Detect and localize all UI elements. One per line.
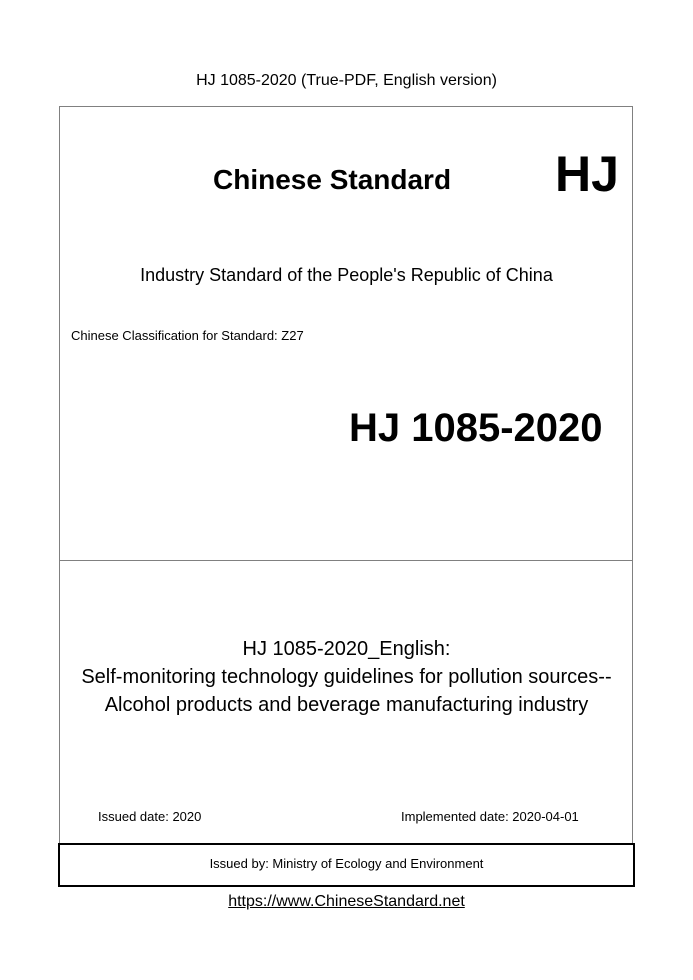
website-footer (0, 892, 693, 912)
document-type-heading: Chinese Standard (213, 164, 452, 195)
description-line-3: Alcohol products and beverage manufacturing industry (104, 694, 589, 716)
standard-description (0, 635, 693, 719)
classification-line: Chinese Classification for Standard: Z27 (71, 328, 304, 343)
issued-date: Issued date: 2020 (98, 809, 202, 824)
description-line-2: Self-monitoring technology guidelines for pollution sources-- (81, 666, 612, 688)
page-header-title: HJ 1085-2020 (True-PDF, English version) (196, 72, 497, 89)
industry-standard-line: Industry Standard of the People's Republic of China (140, 265, 553, 285)
description-line-1: HJ 1085-2020_English: (242, 638, 451, 660)
standard-prefix-mark: HJ (555, 146, 619, 202)
implemented-date: Implemented date: 2020-04-01 (401, 809, 579, 824)
website-link[interactable]: https://www.ChineseStandard.net (228, 893, 465, 910)
issuer-line: Issued by: Ministry of Ecology and Environment (209, 856, 484, 871)
standard-number: HJ 1085-2020 (349, 406, 603, 450)
